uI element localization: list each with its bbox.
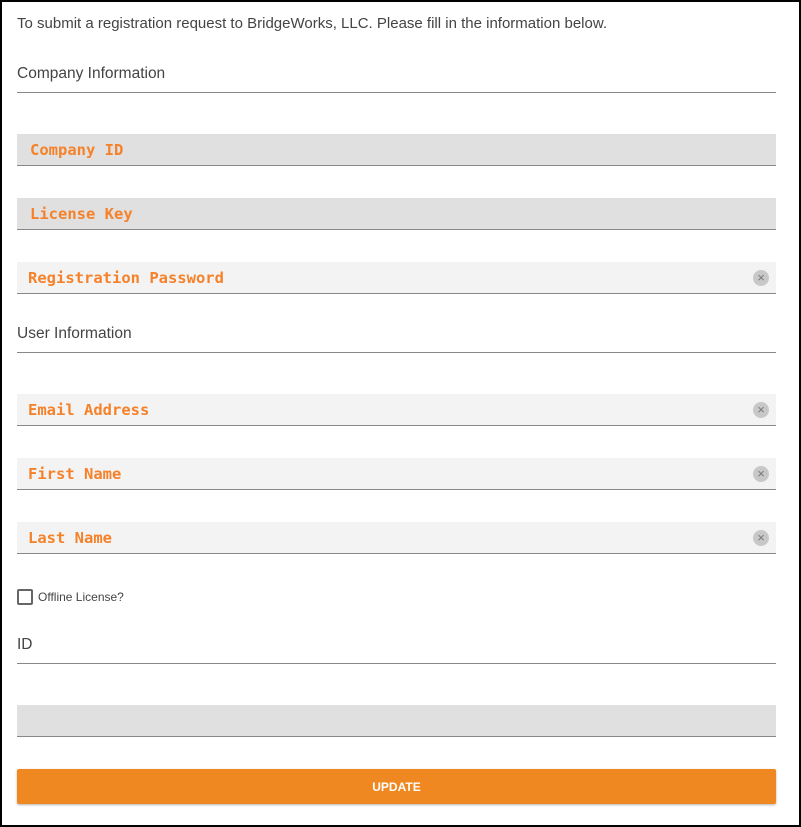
- license-key-input[interactable]: [17, 198, 776, 230]
- license-key-placeholder: License Key: [30, 204, 133, 223]
- update-button[interactable]: UPDATE: [17, 769, 776, 804]
- company-id-input[interactable]: [17, 134, 776, 166]
- clear-icon[interactable]: ×: [753, 270, 769, 286]
- email-address-input[interactable]: [17, 394, 776, 426]
- id-header: ID: [17, 636, 776, 664]
- registration-password-placeholder: Registration Password: [28, 268, 224, 287]
- id-input[interactable]: [17, 705, 776, 737]
- offline-license-checkbox[interactable]: [17, 589, 33, 605]
- last-name-input[interactable]: [17, 522, 776, 554]
- intro-text: To submit a registration request to BridgeWorks, LLC. Please fill in the information below.: [17, 15, 608, 32]
- offline-license-label[interactable]: Offline License?: [38, 590, 124, 604]
- clear-icon[interactable]: ×: [753, 530, 769, 546]
- clear-icon[interactable]: ×: [753, 402, 769, 418]
- user-information-header: User Information: [17, 325, 776, 353]
- company-id-placeholder: Company ID: [30, 140, 124, 159]
- last-name-placeholder: Last Name: [28, 528, 112, 547]
- first-name-input[interactable]: [17, 458, 776, 490]
- company-information-header: Company Information: [17, 65, 776, 93]
- registration-password-input[interactable]: [17, 262, 776, 294]
- email-address-placeholder: Email Address: [28, 400, 150, 419]
- first-name-placeholder: First Name: [28, 464, 122, 483]
- clear-icon[interactable]: ×: [753, 466, 769, 482]
